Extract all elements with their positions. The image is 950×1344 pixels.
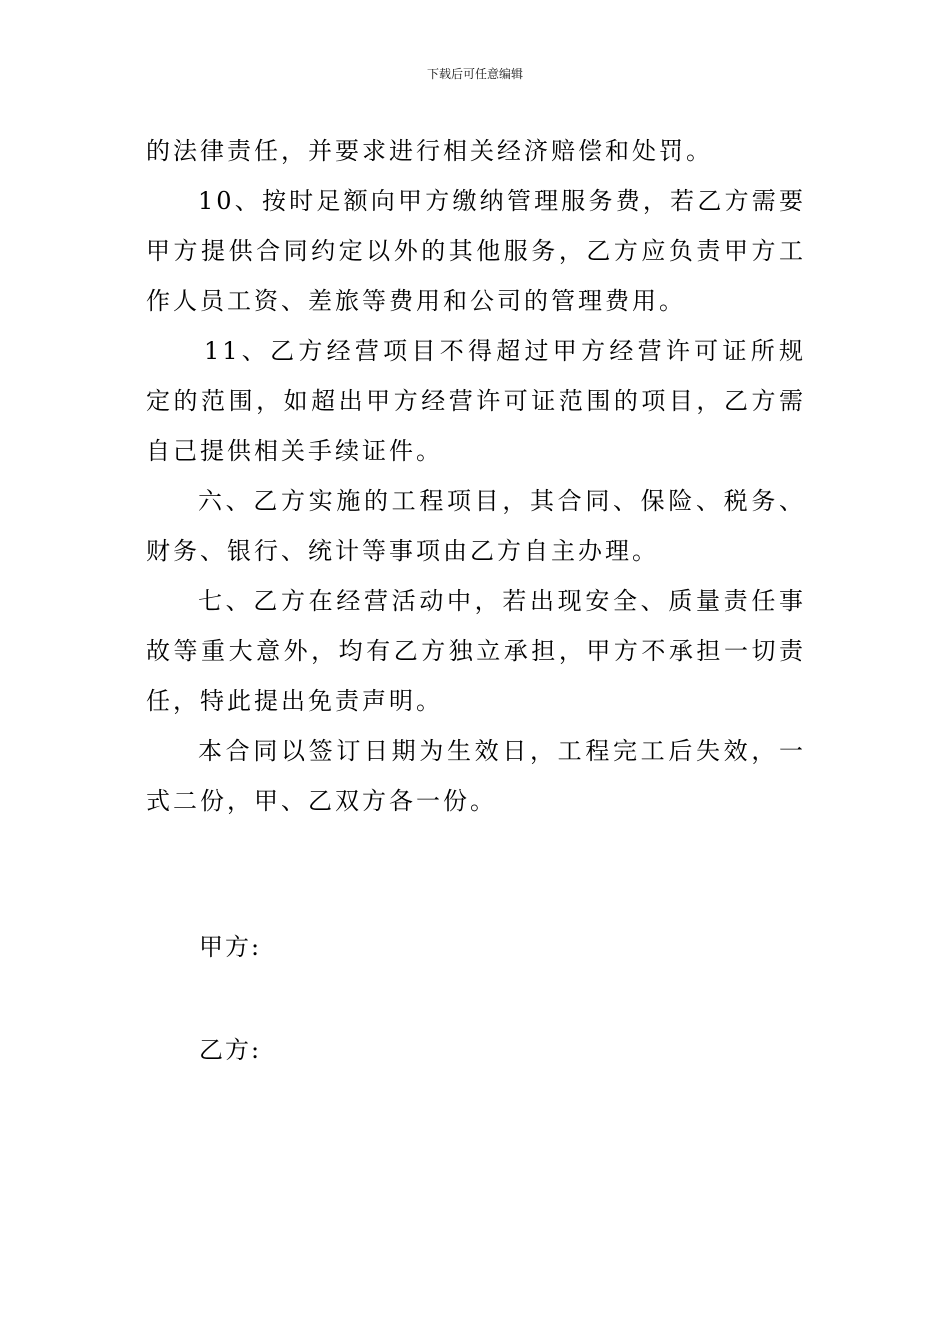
paragraph-clause-11: 11、乙方经营项目不得超过甲方经营许可证所规定的范围，如超出甲方经营许可证范围的项目，乙方需自己提供相关手续证件。	[146, 337, 806, 465]
paragraph-section-7: 七、乙方在经营活动中，若出现安全、质量责任事故等重大意外，均有乙方独立承担，甲方不承担一切责任，特此提出免责声明。	[146, 587, 806, 715]
paragraph-effective-date: 本合同以签订日期为生效日，工程完工后失效，一式二份，甲、乙双方各一份。	[146, 737, 806, 815]
party-a-signature-label: 甲方:	[199, 933, 262, 961]
party-b-signature-label: 乙方:	[199, 1036, 262, 1064]
paragraph-clause-10: 10、按时足额向甲方缴纳管理服务费，若乙方需要甲方提供合同约定以外的其他服务，乙方应负责甲方工作人员工资、差旅等费用和公司的管理费用。	[146, 187, 806, 315]
paragraph-continuation: 的法律责任，并要求进行相关经济赔偿和处罚。	[146, 137, 713, 165]
paragraph-section-6: 六、乙方实施的工程项目，其合同、保险、税务、财务、银行、统计等事项由乙方自主办理。	[146, 487, 806, 565]
header-note: 下载后可任意编辑	[426, 67, 523, 81]
contract-body	[146, 126, 806, 826]
